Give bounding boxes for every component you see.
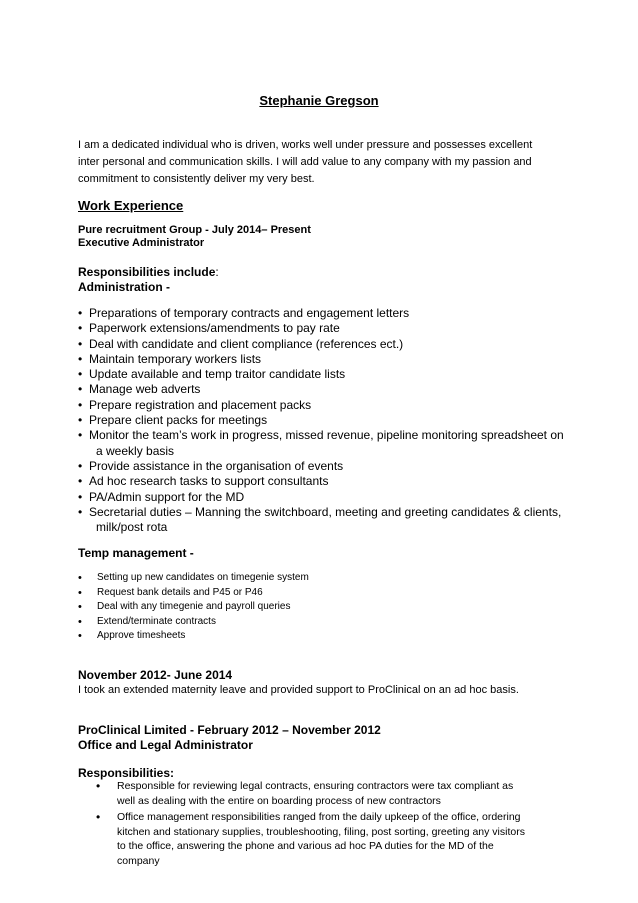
list-item [78,382,578,397]
intro-line: commitment to consistently deliver my very best. [78,173,315,185]
list-item-text: milk/post rota [96,520,168,535]
list-item-text: Extend/terminate contracts [97,615,216,627]
list-item-text: Prepare client packs for meetings [89,413,268,428]
list-item-line: kitchen and stationary supplies, troubleshooting, filing, post sorting, greeting any visitors [117,825,525,838]
list-item-text: Manage web adverts [89,382,201,397]
list-item [78,600,578,615]
bullet-icon: • [78,615,82,628]
list-item [78,337,578,352]
list-item [78,413,578,428]
bullet-icon: • [78,428,83,443]
bullet-icon: • [78,586,82,599]
list-item-text [117,810,525,868]
list-item [78,352,578,367]
bullet-icon: • [78,413,83,428]
list-item [78,490,578,505]
job2-company-line: ProClinical Limited - February 2012 – November 2012 [78,723,381,737]
list-item [78,459,578,474]
list-item [78,629,578,644]
responsibilities-include-text: Responsibilities include [78,265,216,279]
list-item-text: Maintain temporary workers lists [89,351,262,366]
list-item-text: Prepare registration and placement packs [89,397,312,412]
bullet-icon: • [78,601,82,614]
list-item-text: PA/Admin support for the MD [89,489,245,504]
intro-paragraph [78,137,558,188]
temp-management-list [78,571,578,644]
administration-list [78,306,578,535]
responsibilities-include-label [78,265,219,279]
list-item-line: Office management responsibilities ranged from the daily upkeep of the office, ordering [117,811,521,823]
bullet-icon: • [78,504,83,519]
bullet-icon: • [78,474,83,489]
list-item-text: Approve timesheets [97,630,186,642]
list-item [78,505,578,520]
job2-title: Office and Legal Administrator [78,738,253,752]
list-item-text: Deal with any timegenie and payroll queries [97,601,291,613]
work-experience-heading: Work Experience [78,198,184,213]
list-item-text: Secretarial duties – Manning the switchboard, meeting and greeting candidates & clients, [89,504,562,519]
bullet-icon: • [78,321,83,336]
list-item-text: Paperwork extensions/amendments to pay rate [89,321,340,336]
bullet-icon: • [78,458,83,473]
bullet-icon: • [78,489,83,504]
bullet-icon: • [78,382,83,397]
list-item-text: Deal with candidate and client compliance (references ect.) [89,336,404,351]
leave-period-heading: November 2012- June 2014 [78,668,233,682]
list-item [78,474,578,489]
bullet-icon: • [78,367,83,382]
responsibilities-heading: Responsibilities: [78,766,175,780]
list-item-text: Ad hoc research tasks to support consultants [89,474,329,489]
list-item-text: Preparations of temporary contracts and engagement letters [89,306,410,320]
bullet-icon: • [78,306,83,320]
list-item [78,398,578,413]
list-item [78,367,578,382]
job1-title: Executive Administrator [78,237,205,249]
intro-line: I am a dedicated individual who is driven, works well under pressure and possesses excellent [78,139,533,151]
list-item-text: Monitor the team’s work in progress, missed revenue, pipeline monitoring spreadsheet on [89,428,564,443]
list-item-text: Provide assistance in the organisation of events [89,458,344,473]
list-item-line: well as dealing with the entire on boarding process of new contractors [117,794,441,807]
bullet-icon: • [78,336,83,351]
list-item-line: to the office, answering the phone and various ad hoc PA duties for the MD of the [117,840,494,852]
bullet-icon: • [78,397,83,412]
bullet-icon: • [78,572,82,584]
list-item-text [117,779,513,808]
responsibilities-colon: : [215,265,219,279]
bullet-icon: • [96,779,101,793]
list-item [78,428,578,443]
intro-line: inter personal and communication skills. I will add value to any company with my passion and [78,156,532,168]
list-item-line: Responsible for reviewing legal contracts, ensuring contractors were tax compliant as [117,780,514,792]
list-item [78,321,578,336]
list-item-text: Request bank details and P45 or P46 [97,586,263,598]
temp-management-heading: Temp management - [78,546,194,560]
list-item-text: Update available and temp traitor candidate lists [89,367,346,382]
administration-heading: Administration - [78,280,170,294]
bullet-icon: • [78,630,82,643]
list-item [78,571,578,586]
list-item-continuation [78,520,578,535]
list-item-continuation [78,444,578,459]
leave-period-text: I took an extended maternity leave and provided support to ProClinical on an ad hoc basis. [78,684,519,696]
list-item-text: Setting up new candidates on timegenie system [97,572,309,583]
bullet-icon: • [96,810,101,824]
list-item [78,615,578,630]
bullet-icon: • [78,351,83,366]
list-item-text: a weekly basis [96,443,175,458]
list-item-line: company [117,854,160,867]
list-item [78,586,578,601]
job1-company-line: Pure recruitment Group - July 2014– Present [78,224,311,236]
candidate-name: Stephanie Gregson [259,93,379,108]
list-item [78,306,578,321]
